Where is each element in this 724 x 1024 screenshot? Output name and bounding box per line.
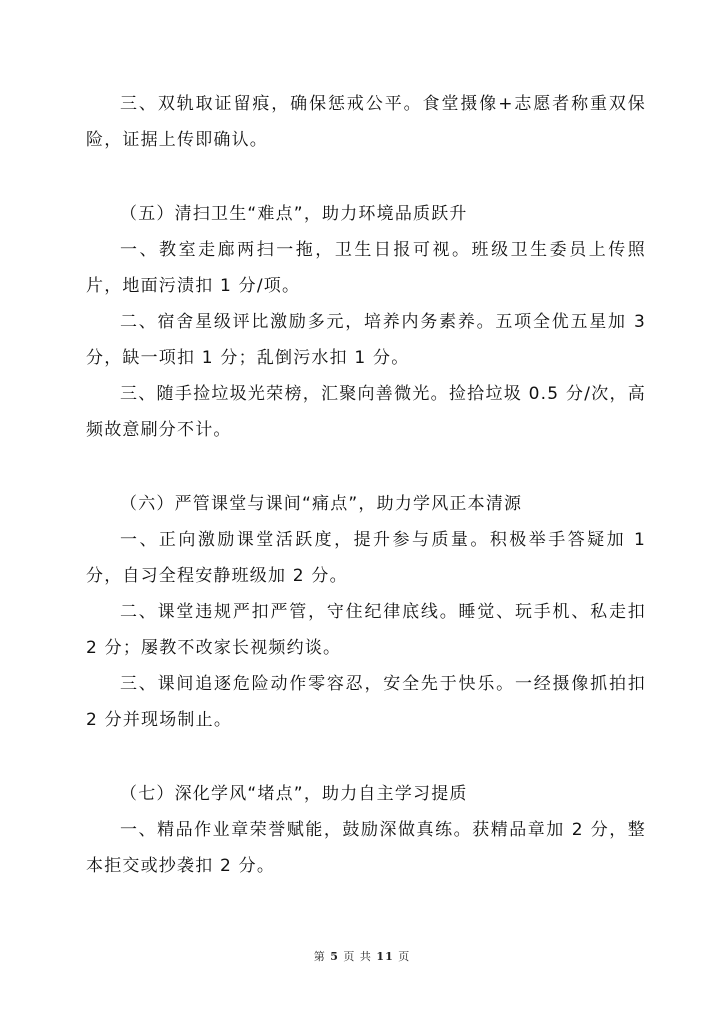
document-body	[86, 86, 646, 884]
paragraph: 三、课间追逐危险动作零容忍，安全先于快乐。一经摄像抓拍扣 2 分并现场制止。	[86, 674, 646, 730]
footer-middle: 页 共	[343, 950, 372, 963]
footer-total-pages: 11	[376, 950, 394, 963]
footer-prefix: 第	[313, 950, 326, 963]
paragraph: 一、正向激励课堂活跃度，提升参与质量。积极举手答疑加 1 分，自习全程安静班级加 2 分。	[86, 530, 646, 586]
paragraph: 三、随手捡垃圾光荣榜，汇聚向善微光。捡拾垃圾 0.5 分/次，高频故意刷分不计。	[86, 384, 646, 440]
footer-suffix: 页	[398, 950, 411, 963]
section-heading: （七）深化学风“堵点”，助力自主学习提质	[120, 784, 468, 804]
section-heading: （五）清扫卫生“难点”，助力环境品质跃升	[120, 204, 468, 224]
page-footer	[0, 948, 724, 964]
paragraph: 二、课堂违规严扣严管，守住纪律底线。睡觉、玩手机、私走扣 2 分；屡教不改家长视频约谈。	[86, 602, 646, 658]
paragraph: 三、双轨取证留痕，确保惩戒公平。食堂摄像+志愿者称重双保险，证据上传即确认。	[86, 94, 646, 150]
footer-page-number: 5	[330, 950, 339, 963]
paragraph: 二、宿舍星级评比激励多元，培养内务素养。五项全优五星加 3 分，缺一项扣 1 分；乱倒污水扣 1 分。	[86, 312, 646, 368]
paragraph: 一、教室走廊两扫一拖，卫生日报可视。班级卫生委员上传照片，地面污渍扣 1 分/项。	[86, 240, 646, 296]
paragraph: 一、精品作业章荣誉赋能，鼓励深做真练。获精品章加 2 分，整本拒交或抄袭扣 2 分。	[86, 820, 646, 876]
section-heading: （六）严管课堂与课间“痛点”，助力学风正本清源	[120, 494, 523, 514]
